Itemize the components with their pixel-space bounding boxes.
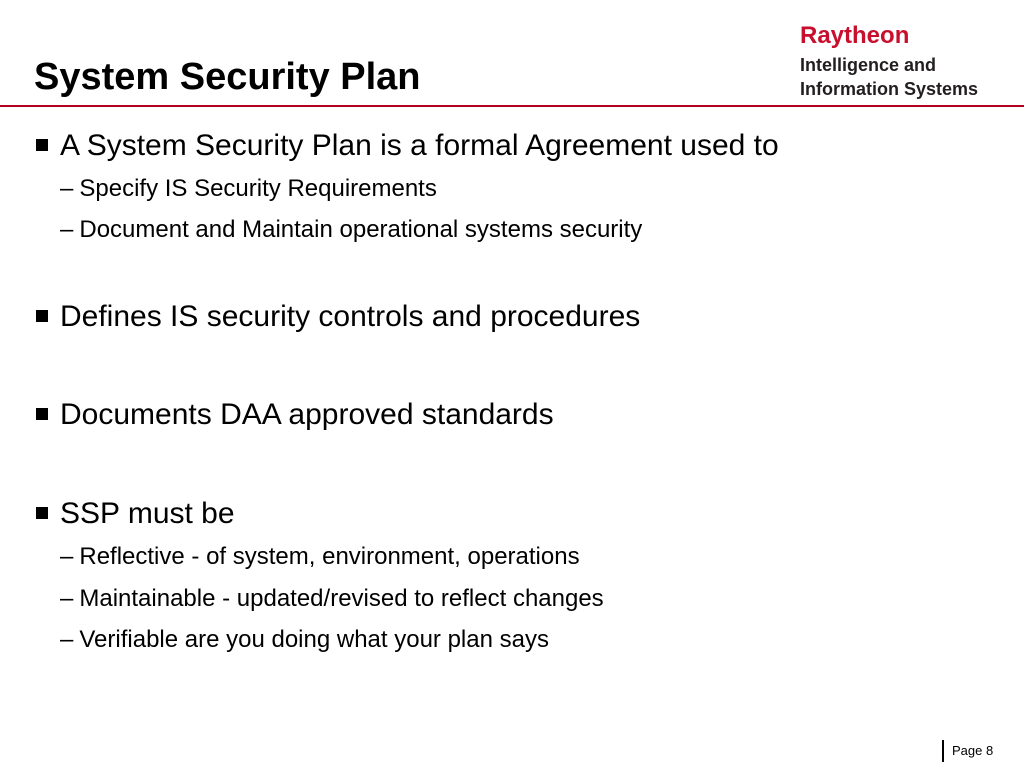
bullet-text: SSP must be [60,497,235,530]
bullet-text: Defines IS security controls and procedures [60,300,641,333]
sub-bullet-item [60,625,549,655]
brand-division-line-1: Intelligence and [800,55,937,75]
sub-bullet-text: Verifiable are you doing what your plan says [79,626,549,653]
sub-bullet-item [60,174,437,204]
slide-title: System Security Plan [34,56,421,98]
sub-bullet-item [60,215,642,245]
sub-bullet-text: Document and Maintain operational systems security [79,216,643,243]
square-bullet-icon [36,310,48,322]
bullet-item [36,496,235,532]
sub-bullet-text: Maintainable - updated/revised to reflect changes [79,585,604,612]
bullet-item [36,128,779,164]
dash-marker: – [60,543,74,570]
square-bullet-icon [36,507,48,519]
page-number: Page 8 [952,743,994,758]
dash-marker: – [60,175,74,202]
sub-bullet-text: Specify IS Security Requirements [79,175,437,202]
bullet-text: Documents DAA approved standards [60,398,554,431]
dash-marker: – [60,626,74,653]
sub-bullet-item [60,542,580,572]
dash-marker: – [60,216,74,243]
square-bullet-icon [36,139,48,151]
bullet-item [36,299,640,335]
bullet-text: A System Security Plan is a formal Agreement used to [60,129,779,162]
bullet-item [36,397,554,433]
brand-name: Raytheon [800,22,910,49]
sub-bullet-text: Reflective - of system, environment, operations [79,543,580,570]
footer-divider [942,740,944,762]
dash-marker: – [60,585,74,612]
sub-bullet-item [60,584,604,614]
square-bullet-icon [36,408,48,420]
brand-division-line-2: Information Systems [800,79,979,99]
